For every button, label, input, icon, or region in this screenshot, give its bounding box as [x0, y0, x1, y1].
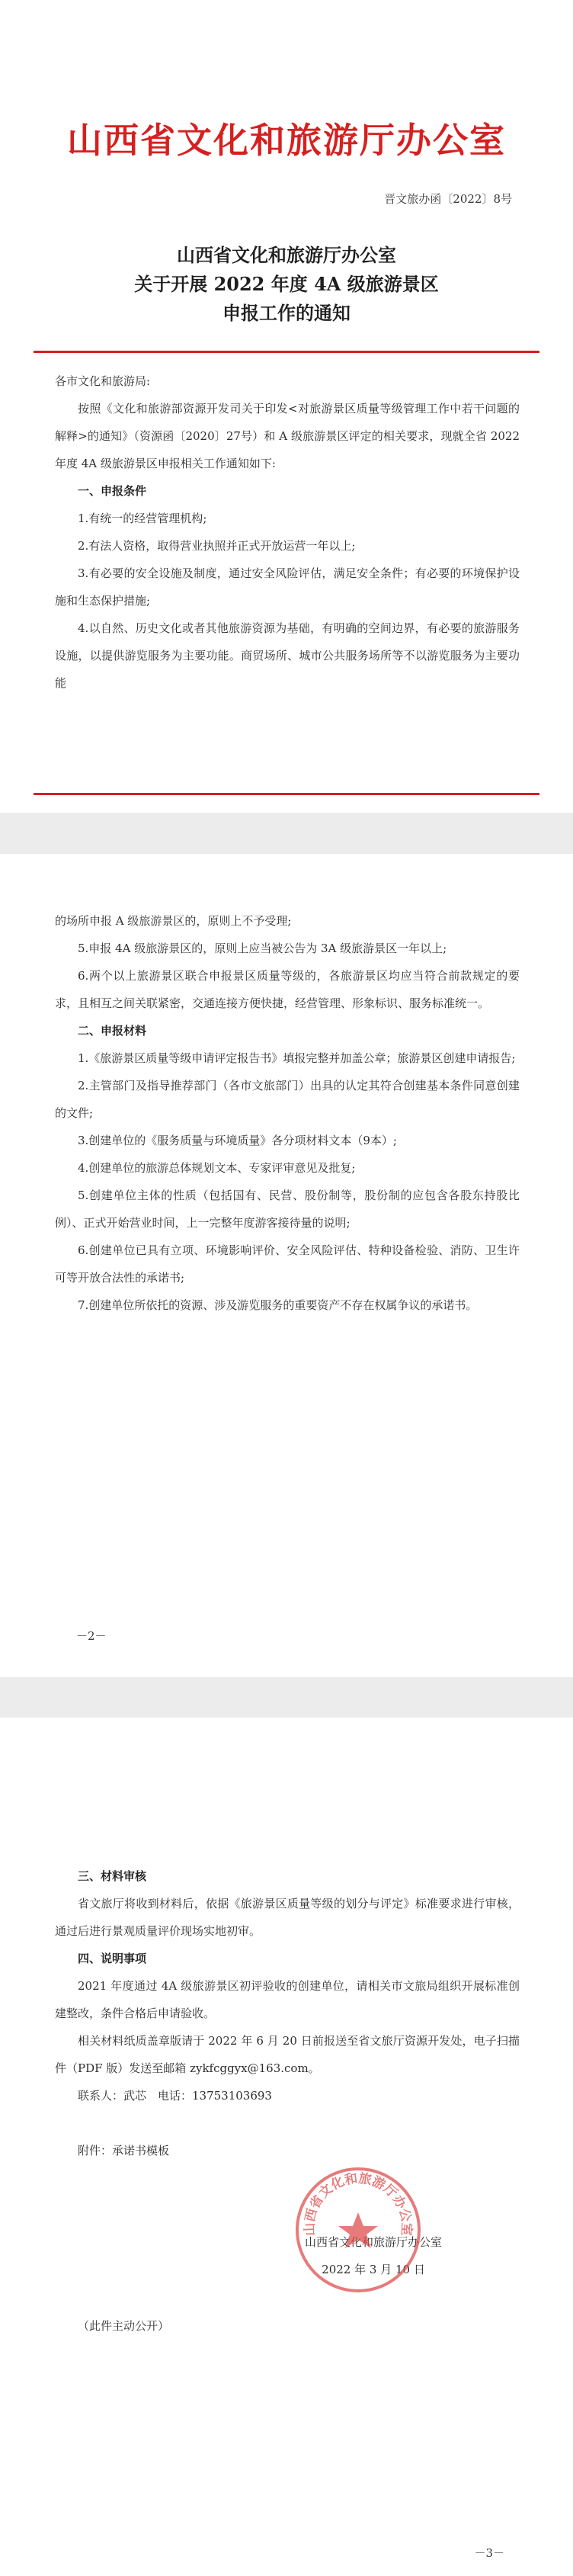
- notes-paragraph: 相关材料纸质盖章版请于 2022 年 6 月 20 日前报送至省文旅厅资源开发处，电子扫描件（PDF 版）发送至邮箱 zykfcggyx@163.com。: [55, 2034, 520, 2075]
- section-heading-notes: 四、说明事项: [78, 1952, 147, 1965]
- issuer-header: 山西省文化和旅游厅办公室: [67, 120, 506, 161]
- section-heading-review: 三、材料审核: [78, 1869, 147, 1883]
- signature-org: 山西省文化和旅游厅办公室: [304, 2235, 442, 2249]
- condition-item: 2.有法人资格，取得营业执照并正式开放运营一年以上;: [78, 539, 356, 553]
- title-line-3: 申报工作的通知: [222, 302, 351, 324]
- material-item: 3.创建单位的《服务质量与环境质量》各分项材料文本（9本）;: [78, 1134, 397, 1147]
- contact-line: 联系人：武芯 电话：13753103693: [78, 2089, 272, 2103]
- page-1-body: [55, 367, 520, 697]
- addressee: 各市文化和旅游局:: [55, 374, 151, 388]
- intro-paragraph: 按照《文化和旅游部资源开发司关于印发<对旅游景区质量等级管理工作中若干问题的解释>的通知》（资源函〔2020〕27号）和 A 级旅游景区评定的相关要求，现就全省 2022 年度 4A 级旅游景区申报相关工作通知如下:: [55, 402, 520, 470]
- page-3: [0, 1718, 573, 2576]
- red-divider-bottom: [34, 793, 539, 795]
- section-heading-materials: 二、申报材料: [78, 1024, 147, 1038]
- review-paragraph: 省文旅厅将收到材料后，依据《旅游景区质量等级的划分与评定》标准要求进行审核，通过后进行景观质量评价现场实地初审。: [55, 1897, 520, 1938]
- page-1: [0, 0, 573, 813]
- red-divider-top: [34, 351, 539, 353]
- document-title: [0, 241, 573, 328]
- attachment-line: 附件：承诺书模板: [78, 2144, 170, 2157]
- material-item: 4.创建单位的旅游总体规划文本、专家评审意见及批复;: [78, 1161, 356, 1175]
- material-item: 2.主管部门及指导推荐部门（各市文旅部门）出具的认定其符合创建基本条件同意创建的文件;: [55, 1079, 520, 1120]
- page-3-body: [55, 1862, 520, 2164]
- official-seal-icon: [293, 2165, 423, 2295]
- document-number: 晋文旅办函〔2022〕8号: [384, 192, 512, 206]
- condition-item: 4.以自然、历史文化或者其他旅游资源为基础，有明确的空间边界，有必要的旅游服务设施，以提供游览服务为主要功能。商贸场所、城市公共服务场所等不以游览服务为主要功能: [55, 621, 520, 690]
- condition-item-continued: 的场所申报 A 级旅游景区的，原则上不予受理;: [55, 914, 292, 928]
- disclosure-note: （此件主动公开）: [78, 2319, 170, 2333]
- section-heading-conditions: 一、申报条件: [78, 484, 147, 498]
- title-line-2: 关于开展 2022 年度 4A 级旅游景区: [134, 273, 439, 295]
- page-2-body: [55, 907, 520, 1319]
- page-number: －2－: [76, 1629, 107, 1643]
- notes-paragraph: 2021 年度通过 4A 级旅游景区初评验收的创建单位，请相关市文旅局组织开展标准创建整改，条件合格后申请验收。: [55, 1979, 520, 2020]
- disclosure-block: [55, 2312, 520, 2340]
- title-line-1: 山西省文化和旅游厅办公室: [177, 244, 396, 266]
- material-item: 5.创建单位主体的性质（包括国有、民营、股份制等，股份制的应包含各股东持股比例）、正式开始营业时间，上一完整年度游客接待量的说明;: [55, 1189, 520, 1230]
- material-item: 6.创建单位已具有立项、环境影响评价、安全风险评估、特种设备检验、消防、卫生许可等开放合法性的承诺书;: [55, 1243, 520, 1285]
- condition-item: 5.申报 4A 级旅游景区的，原则上应当被公告为 3A 级旅游景区一年以上;: [78, 942, 447, 955]
- condition-item: 6.两个以上旅游景区联合申报景区质量等级的，各旅游景区均应当符合前款规定的要求，且相互之间关联紧密，交通连接方便快捷，经营管理、形象标识、服务标准统一。: [55, 969, 520, 1010]
- material-item: 7.创建单位所依托的资源、涉及游览服务的重要资产不存在权属争议的承诺书。: [78, 1298, 478, 1312]
- material-item: 1.《旅游景区质量等级申请评定报告书》填报完整并加盖公章；旅游景区创建申请报告;: [78, 1051, 516, 1065]
- page-number: －3－: [474, 2546, 504, 2560]
- condition-item: 1.有统一的经营管理机构;: [78, 512, 207, 525]
- seal-text: 山西省文化和旅游厅办公室: [302, 2170, 415, 2237]
- signature-date: 2022 年 3 月 10 日: [322, 2263, 425, 2276]
- condition-item: 3.有必要的安全设施及制度，通过安全风险评估，满足安全条件；有必要的环境保护设施和生态保护措施;: [55, 566, 520, 608]
- page-2: [0, 854, 573, 1677]
